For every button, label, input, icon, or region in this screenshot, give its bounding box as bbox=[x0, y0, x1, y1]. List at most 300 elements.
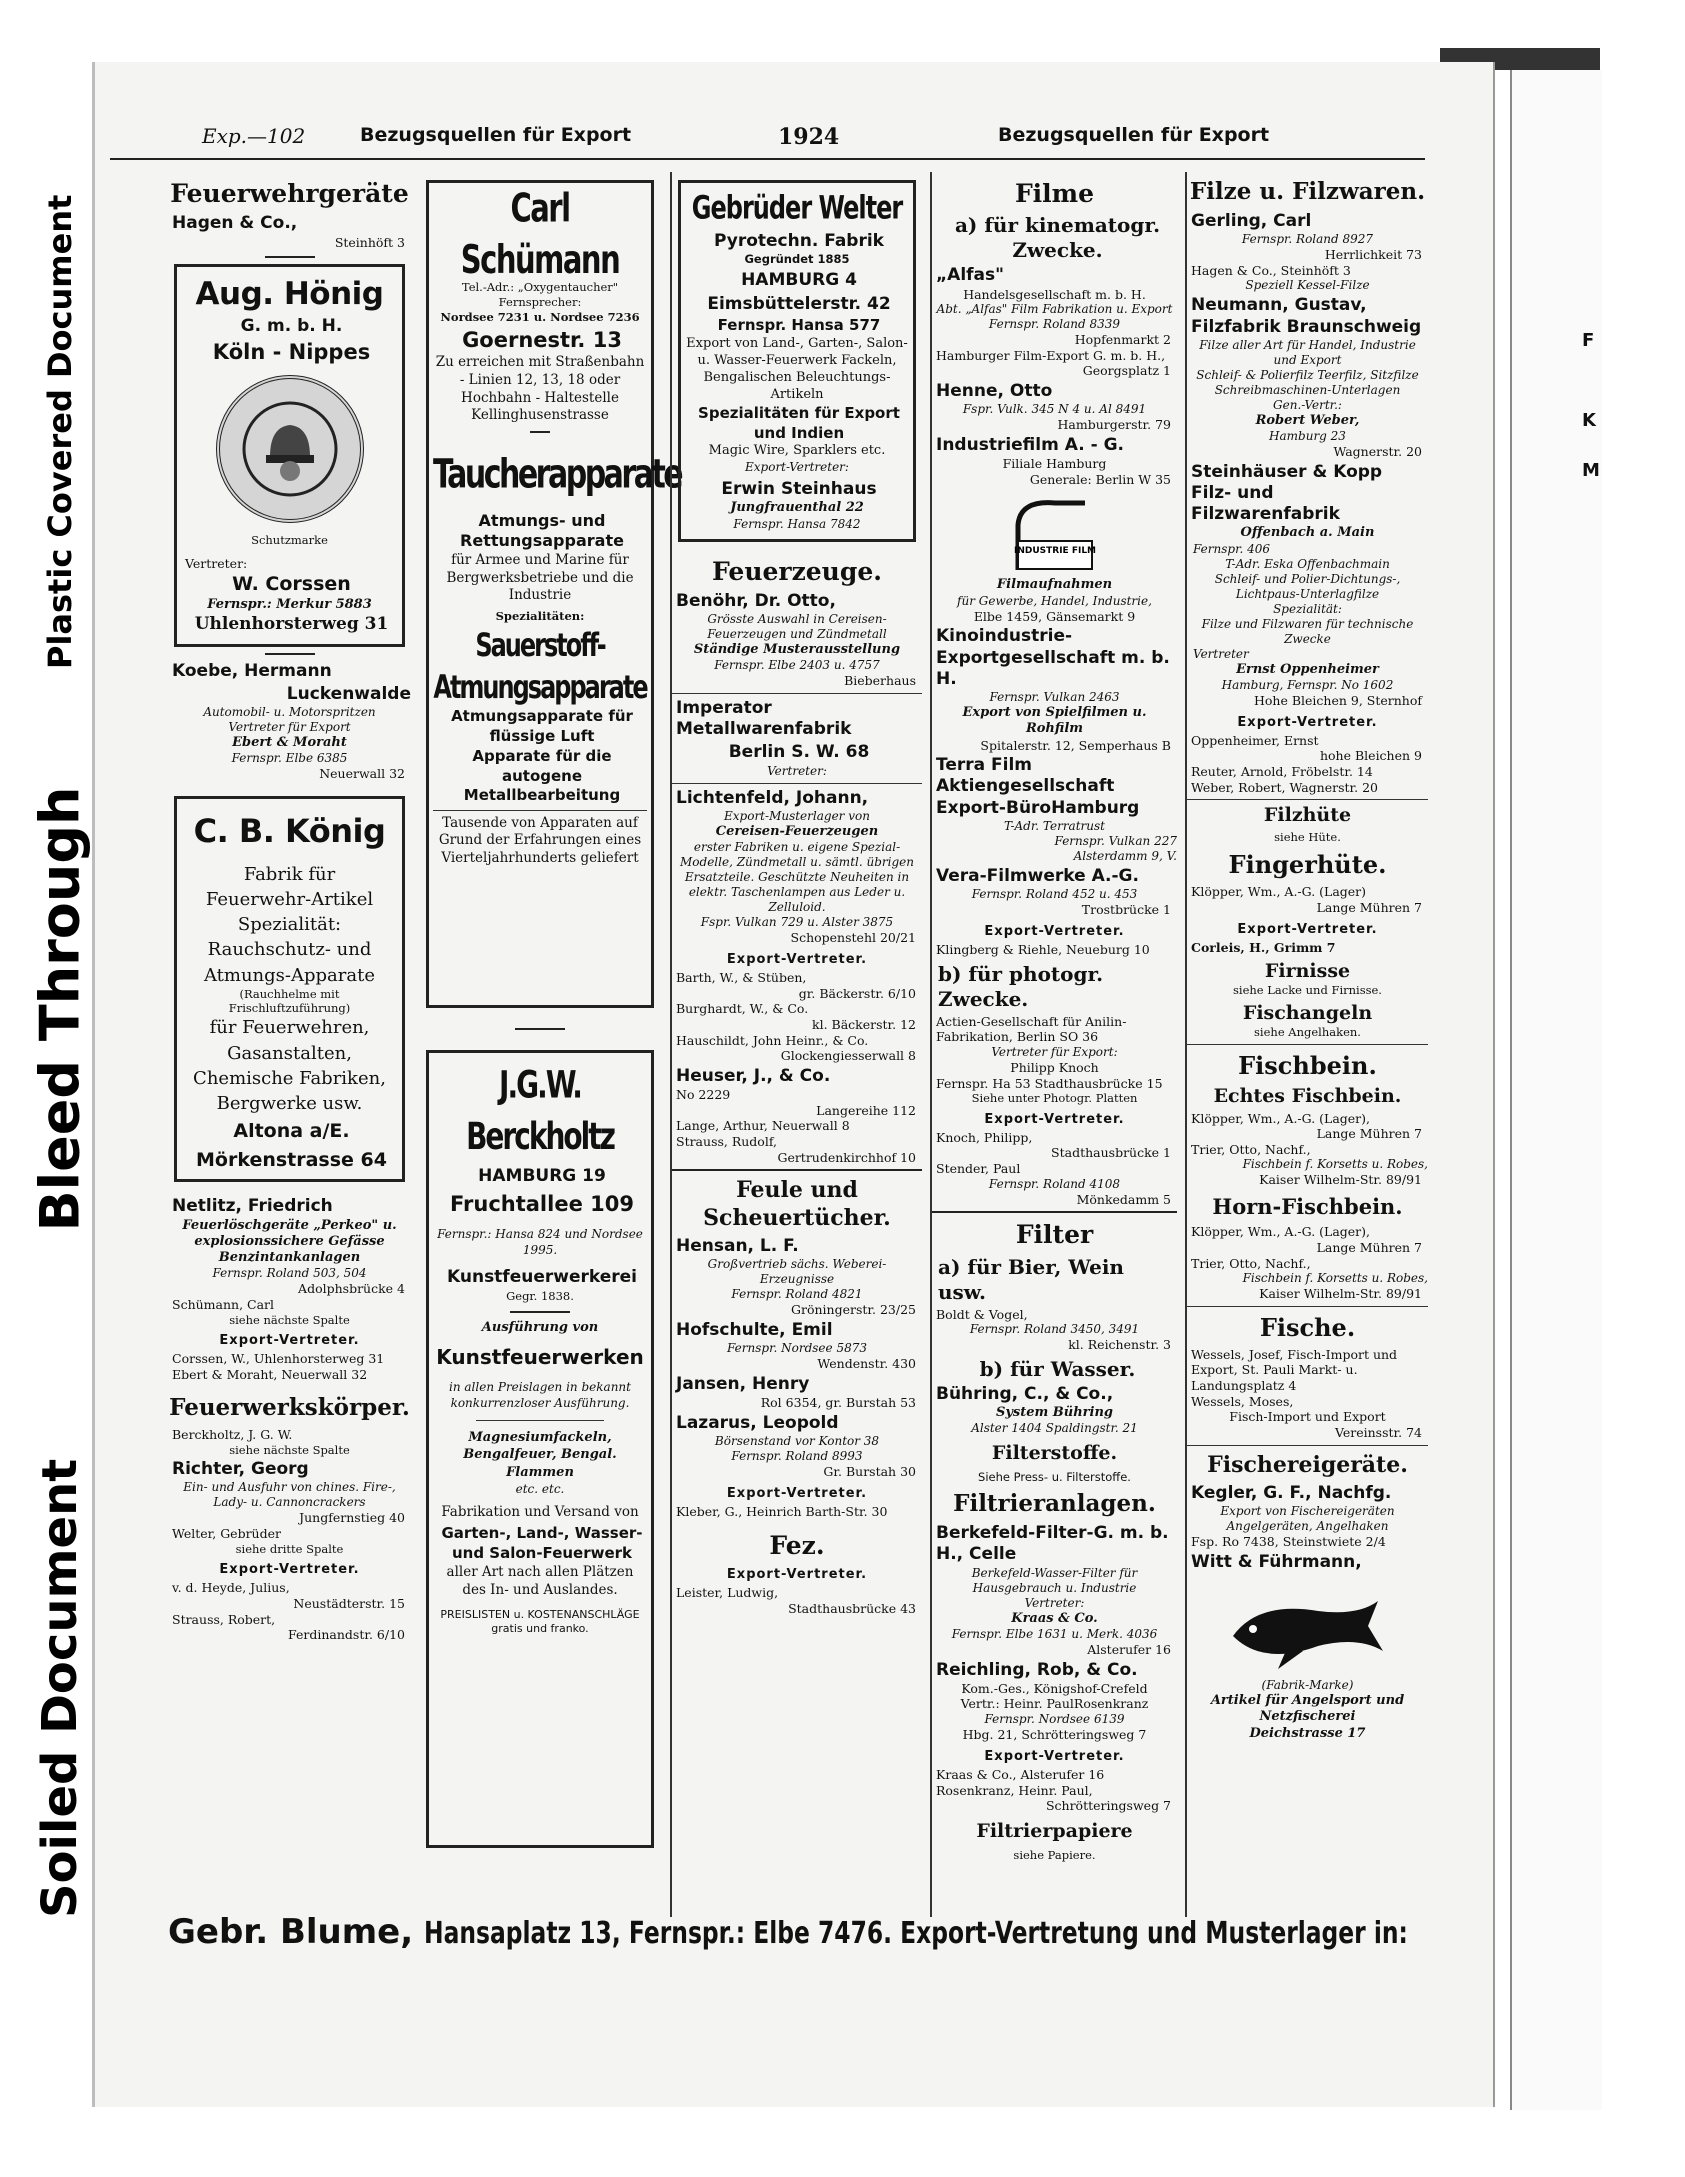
firm-wessels-moses: Wessels, Moses, bbox=[1191, 1393, 1294, 1409]
firm-hamburger-film-export: Hamburger Film-Export G. m. b. H., bbox=[936, 347, 1166, 363]
export-rep: Oppenheimer, Ernst bbox=[1191, 732, 1319, 748]
export-rep: v. d. Heyde, Julius, bbox=[172, 1580, 290, 1596]
welter-line: Export von Land-, Garten-, Salon- u. Wasser-Feuerwerk Fackeln, Bengalischen Beleuchtungs-Artikeln bbox=[686, 335, 908, 402]
firm-berkefeld: Berkefeld-Filter-G. m. b. H., Celle bbox=[936, 1523, 1169, 1565]
firm-lichtenfeld: Lichtenfeld, Johann, bbox=[676, 787, 869, 808]
export-rep-addr: kl. Bäckerstr. 12 bbox=[812, 1016, 916, 1032]
koenig-addr: Mörkenstrasse 64 bbox=[195, 1148, 387, 1171]
export-rep: Leister, Ludwig, bbox=[676, 1585, 779, 1601]
heading-fischangeln: Fischangeln bbox=[1242, 1001, 1373, 1024]
koebe-line: Vertreter für Export bbox=[228, 720, 351, 735]
svg-text:INDUSTRIE FILM: INDUSTRIE FILM bbox=[1013, 546, 1096, 557]
rule bbox=[1187, 1306, 1428, 1307]
hensan-line: Großvertrieb sächs. Weberei-Erzeugnisse bbox=[707, 1257, 887, 1287]
heading-fischbein: Fischbein. bbox=[1238, 1050, 1377, 1080]
export-rep-addr: hohe Bleichen 9 bbox=[1319, 748, 1422, 764]
ref-welter-see: siehe dritte Spalte bbox=[235, 1541, 344, 1556]
kino-addr: Spitalerstr. 12, Semperhaus B bbox=[980, 737, 1171, 753]
ad-hoenig bbox=[174, 264, 405, 647]
neumann-line: Filze aller Art für Handel, Industrie und Export bbox=[1199, 337, 1416, 367]
export-rep-addr: Schrötteringsweg 7 bbox=[1045, 1798, 1171, 1814]
column-3 bbox=[670, 172, 922, 1917]
kloepper-addr: Lange Mühren 7 bbox=[1316, 900, 1422, 915]
schuemann-directions: Zu erreichen mit Straßenbahn - Linien 12, 13, 18 oder Hochbahn - Haltestelle Kellinghusenstrasse bbox=[435, 354, 645, 424]
lichtenfeld-line: Export-Musterlager von bbox=[724, 808, 870, 823]
agfa-tel-number: Fernspr. Ha 53 bbox=[936, 1075, 1031, 1091]
heading-horn-fischbein: Horn-Fischbein. bbox=[1212, 1194, 1403, 1219]
firm-hagen: Hagen & Co., bbox=[172, 213, 298, 234]
hoenig-seal bbox=[216, 375, 364, 523]
steinhaeuser-line: Schleif- und Polier-Dichtungs-, Lichtpaus-Unterlagfilze bbox=[1214, 571, 1401, 601]
berkefeld-vertreter: Vertreter: bbox=[1024, 1595, 1085, 1610]
hensan-addr: Gröningerstr. 23/25 bbox=[791, 1302, 916, 1318]
firm-alfas: „Alfas" bbox=[936, 265, 1004, 286]
berckholtz-aus: Ausführung von bbox=[481, 1319, 599, 1335]
export-rep: Corssen, W., Uhlenhorsterweg 31 bbox=[172, 1351, 385, 1367]
steinhaeuser-line: Vertreter bbox=[1193, 646, 1249, 661]
terra-addr: Alsterdamm 9, V. bbox=[1073, 848, 1177, 863]
columns bbox=[168, 172, 1426, 1917]
koenig-line: Spezialität: bbox=[237, 914, 342, 936]
subheading-photogr: b) für photogr. Zwecke. bbox=[938, 961, 1104, 1011]
header-right: Bezugsquellen für Export bbox=[998, 124, 1270, 146]
export-rep-addr: gr. Bäckerstr. 6/10 bbox=[798, 985, 916, 1001]
industriefilm-line: Generale: Berlin W 35 bbox=[1029, 471, 1171, 487]
steinhaeuser-rep-tel: Hamburg, Fernspr. No 1602 bbox=[1221, 677, 1394, 692]
schuemann-nums: Nordsee 7231 u. Nordsee 7236 bbox=[440, 310, 640, 325]
firm-steinhaeuser: Steinhäuser & Kopp Filz- und Filzwarenfabrik bbox=[1191, 461, 1383, 525]
heading-filme: Filme bbox=[1014, 179, 1095, 208]
benoehr-addr: Bieberhaus bbox=[844, 673, 916, 689]
welter-line: Gegründet 1885 bbox=[744, 252, 850, 267]
firnisse-see: siehe Lacke und Firnisse. bbox=[1233, 983, 1382, 998]
trier-line: Fischbein f. Korsetts u. Robes, bbox=[1242, 1157, 1428, 1172]
export-rep-addr: Glockengiesserwall 8 bbox=[780, 1048, 916, 1064]
schuemann-fern: Fernsprecher: bbox=[498, 295, 582, 310]
koenig-line: Feuerwehr-Artikel bbox=[205, 888, 374, 910]
export-rep: Barth, W., & Stüben, bbox=[676, 970, 807, 986]
berckholtz-etc: etc. etc. bbox=[515, 1482, 565, 1497]
hoenig-gmbh: G. m. b. H. bbox=[240, 315, 343, 336]
terra-tel: Fernspr. Vulkan 227 bbox=[1054, 833, 1177, 848]
export-vertreter-heading: Export-Vertreter. bbox=[219, 1332, 360, 1348]
export-rep: Strauss, Rudolf, bbox=[676, 1133, 777, 1149]
firm-koebe-city: Luckenwalde bbox=[286, 683, 411, 704]
heuser-tel: No 2229 bbox=[676, 1087, 731, 1103]
label-plastic-covered: Plastic Covered Document bbox=[41, 194, 79, 669]
boldt-tel: Fernspr. Roland 3450, 3491 bbox=[969, 1322, 1140, 1337]
berckholtz-line: Fabrikation und Versand von bbox=[441, 1504, 639, 1521]
schuemann-addr: Goernestr. 13 bbox=[462, 328, 622, 353]
lichtenfeld-line: erster Fabriken u. eigene Spezial-Modelle, Zündmetall u. sämtl. übrigen Ersatzteile. Geschützte Neuheiten in elektr. Taschenlampen aus Leder u. Zelluloid. bbox=[680, 840, 914, 915]
henne-addr: Hamburgerstr. 79 bbox=[1057, 417, 1171, 433]
welter-line: Eimsbüttelerstr. 42 bbox=[707, 294, 891, 315]
hensan-tel: Fernspr. Roland 4821 bbox=[731, 1287, 863, 1302]
rule bbox=[672, 783, 922, 784]
reichling-addr: Hbg. 21, Schrötteringsweg 7 bbox=[962, 1727, 1147, 1742]
firm-industriefilm: Industriefilm A. - G. bbox=[936, 434, 1124, 455]
neumann-rep-addr: Wagnerstr. 20 bbox=[1333, 444, 1422, 459]
welter-rep-tel: Fernspr. Hansa 7842 bbox=[733, 516, 861, 531]
heading-fischereigeraete: Fischereigeräte. bbox=[1207, 1451, 1408, 1478]
filmaufnahmen: Filmaufnahmen bbox=[996, 577, 1113, 593]
henne-tel: Fspr. Vulk. 345 N 4 u. Al 8491 bbox=[962, 402, 1147, 417]
reichling-line: Vertr.: Heinr. PaulRosenkranz bbox=[960, 1696, 1149, 1712]
alfas-line: Abt. „Alfas" Film Fabrikation u. Export bbox=[936, 302, 1173, 317]
schuemann-sauerstoff: Sauerstoff-Atmungsapparate bbox=[433, 626, 647, 707]
export-rep: Ebert & Moraht, Neuerwall 32 bbox=[172, 1366, 368, 1382]
subheading-wasser: b) für Wasser. bbox=[979, 1356, 1136, 1381]
koenig-line: (Rauchhelme mit Frischluftzuführung) bbox=[228, 986, 351, 1015]
steinhaeuser-tel: Fernspr. 406 bbox=[1193, 541, 1271, 556]
welter-spez: Spezialitäten für Export und Indien bbox=[698, 404, 900, 442]
export-vertreter-heading: Export-Vertreter. bbox=[1237, 714, 1378, 730]
firm-gerling: Gerling, Carl bbox=[1191, 210, 1312, 231]
kegler-addr: Fsp. Ro 7438, Steinstwiete 2/4 bbox=[1191, 1534, 1386, 1550]
schuemann-line: Atmungsapparate für flüssige Luft bbox=[451, 707, 633, 745]
heading-echtes-fischbein: Echtes Fischbein. bbox=[1213, 1084, 1402, 1107]
header-left: Bezugsquellen für Export bbox=[360, 124, 632, 146]
filmaufnahmen-line: für Gewerbe, Handel, Industrie, bbox=[957, 593, 1152, 608]
gerling-addr: Herrlichkeit 73 bbox=[1324, 247, 1422, 262]
industriefilm-line: Filiale Hamburg bbox=[1002, 456, 1107, 472]
kino-line: Export von Spielfilmen u. Rohfilm bbox=[962, 705, 1147, 737]
divider bbox=[510, 1311, 570, 1313]
koenig-name: C. B. König bbox=[193, 812, 386, 850]
firm-heuser: Heuser, J., & Co. bbox=[676, 1065, 831, 1086]
divider bbox=[265, 653, 315, 655]
schuemann-name: Carl Schümann bbox=[460, 185, 620, 282]
ref-berckholtz: Berckholtz, J. G. W. bbox=[172, 1427, 293, 1443]
footer-brand: Gebr. Blume, bbox=[168, 1912, 414, 1952]
divider bbox=[530, 431, 550, 433]
netlitz-tel: Fernspr. Roland 503, 504 bbox=[212, 1266, 367, 1281]
berckholtz-kunst: Kunstfeuerwerkerei bbox=[446, 1267, 637, 1288]
firefighter-helmet-icon bbox=[240, 399, 340, 499]
film-logo-icon bbox=[1010, 495, 1100, 575]
firm-kegler: Kegler, G. F., Nachfg. bbox=[1191, 1483, 1392, 1503]
benoehr-line: Grösste Auswahl in Cereisen-Feuerzeugen und Zündmetall bbox=[707, 612, 887, 642]
trier-addr: Kaiser Wilhelm-Str. 89/91 bbox=[1259, 1286, 1422, 1302]
firm-netlitz: Netlitz, Friedrich bbox=[172, 1196, 333, 1217]
ad-koenig bbox=[174, 796, 405, 1182]
koenig-line: Atmungs-Apparate bbox=[203, 964, 375, 986]
steinhaeuser-line: Spezialität: bbox=[1273, 601, 1342, 616]
berkefeld-tel: Fernspr. Elbe 1631 u. Merk. 4036 bbox=[951, 1626, 1158, 1641]
hoenig-addr: Uhlenhorsterweg 31 bbox=[194, 614, 389, 635]
fish-icon bbox=[1218, 1581, 1398, 1676]
label-bleed-through: Bleed Through bbox=[28, 786, 92, 1232]
hoenig-schutzmarke: Schutzmarke bbox=[251, 533, 328, 548]
export-vertreter-heading: Export-Vertreter. bbox=[984, 1748, 1125, 1764]
firm-kloepper: Klöpper, Wm., A.-G. (Lager) bbox=[1191, 884, 1367, 900]
export-rep: Burghardt, W., & Co. bbox=[676, 1001, 809, 1017]
footer-ad bbox=[168, 1912, 1428, 1956]
export-rep-addr: Stadthausbrücke 1 bbox=[1051, 1145, 1171, 1161]
hofschulte-addr: Wendenstr. 430 bbox=[817, 1356, 916, 1372]
label-soiled-document: Soiled Document bbox=[32, 1458, 88, 1918]
neumann-rep-city: Hamburg 23 bbox=[1269, 429, 1346, 443]
rule bbox=[1187, 1044, 1428, 1045]
wessels-line: Fisch-Import und Export bbox=[1229, 1409, 1386, 1425]
subheading-bier: a) für Bier, Wein usw. bbox=[938, 1254, 1124, 1304]
export-vertreter-heading: Export-Vertreter. bbox=[726, 951, 868, 967]
firm-hofschulte: Hofschulte, Emil bbox=[676, 1320, 833, 1341]
export-rep: Reuter, Arnold, Fröbelstr. 14 bbox=[1191, 764, 1373, 779]
schuemann-line: Atmungs- und Rettungsapparate bbox=[460, 510, 624, 551]
divider bbox=[515, 1028, 565, 1030]
schuemann-taucher: Taucherapparate bbox=[433, 450, 682, 498]
trier-addr: Kaiser Wilhelm-Str. 89/91 bbox=[1259, 1172, 1422, 1188]
filtrierpapiere-see: siehe Papiere. bbox=[1013, 1847, 1096, 1862]
lichtenfeld-addr: Schopenstehl 20/21 bbox=[790, 930, 916, 946]
heuser-addr: Langereihe 112 bbox=[816, 1102, 916, 1118]
koenig-line: Fabrik für bbox=[243, 863, 336, 885]
alfas-line: Handelsgesellschaft m. b. H. bbox=[963, 286, 1146, 302]
export-rep: Knoch, Philipp, bbox=[936, 1129, 1033, 1145]
kloepper-addr: Lange Mühren 7 bbox=[1316, 1239, 1422, 1255]
steinhaeuser-city: Offenbach a. Main bbox=[1240, 525, 1375, 541]
jansen-addr: Rol 6354, gr. Burstah 53 bbox=[760, 1395, 916, 1411]
rule bbox=[672, 693, 922, 694]
heading-filze: Filze u. Filzwaren. bbox=[1189, 178, 1426, 205]
lazarus-tel: Fernspr. Roland 8993 bbox=[731, 1449, 863, 1464]
page-number: Exp.—102 bbox=[202, 124, 306, 148]
firm-jansen: Jansen, Henry bbox=[676, 1373, 810, 1394]
ref-schuemann-see: siehe nächste Spalte bbox=[229, 1312, 350, 1327]
firm-hensan: Hensan, L. F. bbox=[676, 1236, 799, 1257]
export-rep: Hauschildt, John Heinr., & Co. bbox=[676, 1032, 869, 1048]
export-rep: Klingberg & Riehle, Neueburg 10 bbox=[936, 942, 1150, 957]
hoenig-tel: Fernspr.: Merkur 5883 bbox=[207, 597, 372, 613]
berckholtz-line: PREISLISTEN u. KOSTENANSCHLÄGE gratis und franko. bbox=[440, 1607, 640, 1636]
netlitz-addr: Adolphsbrücke 4 bbox=[298, 1281, 405, 1297]
welter-rep-addr: Jungfrauenthal 22 bbox=[730, 500, 864, 516]
heading-feuerwehrgeraete: Feuerwehrgeräte bbox=[170, 179, 409, 208]
hfe-addr: Georgsplatz 1 bbox=[1082, 363, 1171, 379]
heading-feuerzeuge: Feuerzeuge. bbox=[712, 556, 882, 586]
export-rep: Corleis, H., Grimm 7 bbox=[1191, 939, 1336, 955]
rule bbox=[476, 1420, 604, 1421]
vera-addr: Trostbrücke 1 bbox=[1081, 902, 1171, 918]
trier-line: Fischbein f. Korsetts u. Robes, bbox=[1242, 1271, 1428, 1286]
hoenig-city: Köln - Nippes bbox=[212, 340, 371, 365]
export-rep-addr: Mönkedamm 5 bbox=[1076, 1191, 1171, 1207]
hoenig-vertreter: Vertreter: bbox=[185, 555, 248, 571]
heading-fingerhuete: Fingerhüte. bbox=[1228, 850, 1387, 880]
ad-welter bbox=[678, 180, 916, 542]
rule bbox=[1187, 1445, 1428, 1446]
neumann-line: Gen.-Vertr.: bbox=[1273, 397, 1342, 412]
alfas-tel: Fernspr. Roland 8339 bbox=[988, 317, 1121, 332]
berckholtz-addr: Fruchtallee 109 bbox=[450, 1191, 634, 1216]
export-vertreter-heading: Export-Vertreter. bbox=[726, 1566, 868, 1582]
firm-neumann: Neumann, Gustav, Filzfabrik Braunschweig bbox=[1191, 295, 1422, 337]
welter-name: Gebrüder Welter bbox=[691, 188, 903, 227]
ad-schuemann bbox=[426, 180, 682, 1008]
firm-kinoindustrie: Kinoindustrie-Exportgesellschaft m. b. H. bbox=[936, 626, 1170, 689]
export-rep-addr: Ferdinandstr. 6/10 bbox=[288, 1627, 405, 1643]
heading-filtrierpapiere: Filtrierpapiere bbox=[976, 1819, 1133, 1842]
agfa-tel bbox=[936, 1076, 1173, 1092]
steinhaeuser-tadr: T-Adr. Eska Offenbachmain bbox=[1225, 556, 1390, 571]
firm-koebe: Koebe, Hermann bbox=[172, 660, 332, 681]
welter-line: HAMBURG 4 bbox=[741, 270, 857, 291]
firm-reichling: Reichling, Rob, & Co. bbox=[936, 1659, 1138, 1680]
heading-filterstoffe: Filterstoffe. bbox=[991, 1442, 1118, 1465]
rule bbox=[932, 1211, 1177, 1213]
export-rep: Kraas & Co., Alsterufer 16 bbox=[936, 1766, 1105, 1782]
berkefeld-addr: Alsterufer 16 bbox=[1087, 1641, 1171, 1657]
export-rep: Weber, Robert, Wagnerstr. 20 bbox=[1191, 779, 1378, 795]
berckholtz-line: Garten-, Land-, Wasser- und Salon-Feuerwerk bbox=[441, 1523, 643, 1562]
berkefeld-line: Berkefeld-Wasser-Filter für Hausgebrauch u. Industrie bbox=[971, 1565, 1138, 1595]
schuemann-line: Tausende von Apparaten auf Grund der Erfahrungen eines Vierteljahrhunderts geliefert bbox=[438, 814, 642, 866]
richter-addr: Jungfernstieg 40 bbox=[299, 1510, 405, 1526]
agfa-line: Actien-Gesellschaft für Anilin-Fabrikation, Berlin SO 36 bbox=[936, 1013, 1127, 1045]
terra-tadr: T-Adr. Terratrust bbox=[1004, 818, 1105, 833]
export-vertreter-heading: Export-Vertreter. bbox=[726, 1485, 868, 1501]
column-4 bbox=[930, 172, 1177, 1917]
heading-fez: Fez. bbox=[769, 1530, 825, 1560]
header-year: 1924 bbox=[778, 124, 840, 150]
buehring-addr: Alster 1404 Spaldingstr. 21 bbox=[971, 1421, 1138, 1436]
berckholtz-kunst2: Kunstfeuerwerken bbox=[436, 1345, 644, 1370]
berckholtz-tel: Fernspr.: Hansa 824 und Nordsee 1995. bbox=[437, 1226, 643, 1258]
export-rep: Stender, Paul bbox=[936, 1161, 1021, 1176]
steinhaeuser-rep: Ernst Oppenheimer bbox=[1236, 661, 1379, 677]
ref-schuemann: Schümann, Carl bbox=[172, 1296, 275, 1312]
fischangeln-see: siehe Angelhaken. bbox=[1254, 1025, 1361, 1040]
firm-terra: Terra Film Aktiengesellschaft Export-BüroHamburg bbox=[936, 755, 1140, 818]
koebe-rep: Ebert & Moraht bbox=[232, 735, 347, 751]
firm-kloepper: Klöpper, Wm., A.-G. (Lager), bbox=[1191, 1224, 1370, 1240]
rule bbox=[433, 810, 647, 811]
koebe-tel: Fernspr. Elbe 6385 bbox=[231, 751, 348, 766]
column-5 bbox=[1185, 172, 1428, 1917]
kloepper-addr: Lange Mühren 7 bbox=[1316, 1126, 1422, 1142]
export-vertreter-heading: Export-Vertreter. bbox=[219, 1562, 360, 1578]
filmaufnahmen-addr: Elbe 1459, Gänsemarkt 9 bbox=[973, 608, 1136, 624]
firm-kloepper: Klöpper, Wm., A.-G. (Lager), bbox=[1191, 1110, 1370, 1126]
heading-feule: Feule und Scheuertücher. bbox=[703, 1177, 891, 1231]
firm-vera: Vera-Filmwerke A.-G. bbox=[936, 865, 1139, 886]
witt-fish-logo bbox=[1218, 1581, 1398, 1676]
filzhuete-see: siehe Hüte. bbox=[1274, 830, 1341, 844]
firm-imperator: Imperator Metallwarenfabrik bbox=[676, 697, 852, 740]
koenig-city: Altona a/E. bbox=[233, 1120, 350, 1143]
firm-boldt: Boldt & Vogel, bbox=[936, 1306, 1028, 1322]
column-1 bbox=[168, 172, 411, 1917]
export-rep: Strauss, Robert, bbox=[172, 1611, 276, 1627]
neumann-rep: Robert Weber, bbox=[1255, 412, 1360, 428]
schuemann-line: für Armee und Marine für Bergwerksbetriebe und die Industrie bbox=[446, 552, 634, 604]
koenig-line: für Feuerwehren, bbox=[209, 1017, 370, 1039]
kegler-line: Export von Fischereigeräten Angelgeräten, Angelhaken bbox=[1220, 1504, 1395, 1534]
wessels-addr: Vereinsstr. 74 bbox=[1334, 1424, 1422, 1440]
neumann-line: Schleif- & Polierfilz Teerfilz, Sitzfilze Schreibmaschinen-Unterlagen bbox=[1196, 367, 1419, 397]
heading-filter: Filter bbox=[1015, 1220, 1094, 1250]
heading-feuerwerkskoerper: Feuerwerkskörper. bbox=[169, 1394, 410, 1422]
berckholtz-line: in allen Preislagen in bekannt konkurrenzloser Ausführung. bbox=[449, 1380, 631, 1411]
agfa-see: Siehe unter Photogr. Platten bbox=[971, 1091, 1138, 1106]
lichtenfeld-tel: Fspr. Vulkan 729 u. Alster 3875 bbox=[700, 915, 894, 930]
benoehr-line: Ständige Musterausstellung bbox=[693, 642, 901, 658]
divider bbox=[265, 256, 315, 258]
firm-wessels-josef: Wessels, Josef, Fisch-Import und Export, St. Pauli Markt- u. Landungsplatz 4 bbox=[1191, 1346, 1398, 1393]
firm-benoehr: Benöhr, Dr. Otto, bbox=[676, 590, 836, 611]
subheading-kinematogr: a) für kinematogr. Zwecke. bbox=[954, 213, 1161, 263]
hagen-line: Speziell Kessel-Filze bbox=[1245, 278, 1370, 293]
kino-tel: Fernspr. Vulkan 2463 bbox=[989, 690, 1120, 704]
heading-filtrieranlagen: Filtrieranlagen. bbox=[953, 1490, 1156, 1518]
heading-fische: Fische. bbox=[1259, 1312, 1356, 1342]
hofschulte-tel: Fernspr. Nordsee 5873 bbox=[727, 1341, 867, 1356]
witt-marke: (Fabrik-Marke) bbox=[1261, 1678, 1354, 1693]
koenig-line: Bergwerke usw. bbox=[216, 1092, 363, 1114]
koebe-addr: Neuerwall 32 bbox=[319, 766, 405, 782]
export-rep-addr: Stadthausbrücke 43 bbox=[788, 1600, 916, 1616]
buehring-system: System Bühring bbox=[995, 1405, 1114, 1420]
firm-trier: Trier, Otto, Nachf., bbox=[1191, 1141, 1311, 1157]
welter-line: Magic Wire, Sparklers etc. bbox=[708, 443, 886, 459]
steinhaeuser-line: Filze und Filzwaren für technische Zwecke bbox=[1201, 616, 1414, 646]
export-vertreter-heading: Export-Vertreter. bbox=[984, 923, 1125, 939]
export-rep: Lange, Arthur, Neuerwall 8 bbox=[676, 1118, 850, 1134]
koenig-line: Rauchschutz- und bbox=[207, 939, 372, 961]
richter-products: Ein- und Ausfuhr von chines. Fire-, Lady- u. Cannoncrackers bbox=[183, 1480, 396, 1510]
filterstoffe-see: Siehe Press- u. Filterstoffe. bbox=[978, 1470, 1131, 1484]
boldt-addr: kl. Reichenstr. 3 bbox=[1068, 1337, 1171, 1353]
ad-berckholtz bbox=[426, 1050, 654, 1848]
schuemann-tel: Tel.-Adr.: „Oxygentaucher" bbox=[461, 280, 619, 295]
berckholtz-gegr: Gegr. 1838. bbox=[506, 1289, 574, 1304]
schuemann-line: Apparate für die autogene Metallbearbeitung bbox=[463, 747, 621, 805]
hoenig-name: Aug. Hönig bbox=[195, 276, 384, 313]
lichtenfeld-line: Cereisen-Feuerzeugen bbox=[715, 823, 879, 839]
imperator-vertreter: Vertreter: bbox=[767, 763, 827, 778]
berkefeld-rep: Kraas & Co. bbox=[1011, 1610, 1098, 1626]
vera-tel: Fernspr. Roland 452 u. 453 bbox=[971, 887, 1138, 902]
koebe-line: Automobil- u. Motorspritzen bbox=[203, 705, 376, 720]
firm-richter: Richter, Georg bbox=[172, 1459, 309, 1480]
agfa-rep: Philipp Knoch bbox=[1010, 1059, 1099, 1075]
firm-lazarus: Lazarus, Leopold bbox=[676, 1412, 839, 1433]
firm-witt: Witt & Führmann, bbox=[1191, 1551, 1362, 1572]
benoehr-tel: Fernspr. Elbe 2403 u. 4757 bbox=[714, 658, 880, 673]
berckholtz-city: HAMBURG 19 bbox=[478, 1165, 606, 1186]
schuemann-spez: Spezialitäten: bbox=[495, 608, 585, 623]
export-rep-addr: Neustädterstr. 15 bbox=[293, 1595, 405, 1611]
imperator-city: Berlin S. W. 68 bbox=[728, 742, 870, 763]
export-rep: Kleber, G., Heinrich Barth-Str. 30 bbox=[676, 1503, 888, 1519]
berckholtz-name: J.G.W. Berckholtz bbox=[466, 1062, 614, 1159]
ref-berckholtz-see: siehe nächste Spalte bbox=[229, 1442, 350, 1457]
column-2 bbox=[420, 172, 682, 1917]
firm-hagen-addr: Steinhöft 3 bbox=[334, 234, 405, 250]
welter-rep: Erwin Steinhaus bbox=[721, 478, 877, 499]
reichling-tel: Fernspr. Nordsee 6139 bbox=[984, 1712, 1125, 1726]
witt-addr: Deichstrasse 17 bbox=[1249, 1725, 1366, 1741]
firm-trier: Trier, Otto, Nachf., bbox=[1191, 1255, 1311, 1271]
welter-line: Pyrotechn. Fabrik bbox=[713, 231, 884, 252]
lazarus-addr: Gr. Burstah 30 bbox=[823, 1464, 916, 1480]
reichling-line: Kom.-Ges., Königshof-Crefeld bbox=[961, 1680, 1148, 1696]
witt-line: Artikel für Angelsport und Netzfischerei bbox=[1210, 1693, 1405, 1725]
industrie-film-logo bbox=[1010, 495, 1100, 575]
export-vertreter-heading: Export-Vertreter. bbox=[984, 1111, 1125, 1127]
export-rep: Rosenkranz, Heinr. Paul, bbox=[936, 1782, 1093, 1798]
